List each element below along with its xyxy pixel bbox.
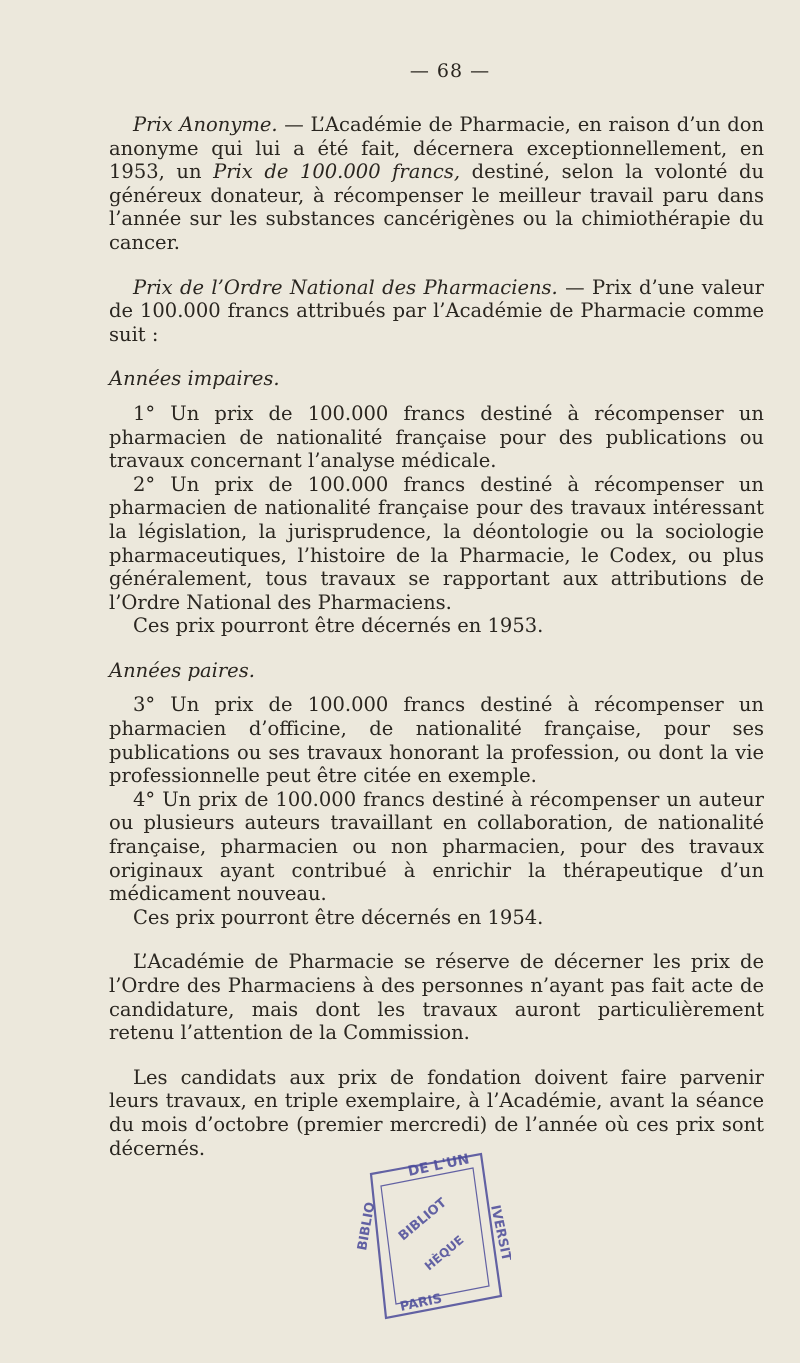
prize-item-2: 2° Un prix de 100.000 francs destiné à récompenser un pharmacien de nationalité française pour des travaux intéressant la législation, la jurisprudence, la déontologie ou la sociologie pharmaceutiques, l’histoire de la Pharmacie, le Codex, ou plus généralement, tous travaux se rapportant aux attributions de l’Ordre National des Pharmaciens. [109,472,764,614]
impaires-note: Ces prix pourront être décernés en 1953. [133,614,544,638]
svg-text:DE L'UN: DE L'UN [406,1151,471,1180]
svg-text:HÈQUE: HÈQUE [421,1232,467,1274]
candidats-paragraph: Les candidats aux prix de fondation doivent faire parvenir leurs travaux, en triple exemplaire, à l’Académie, avant la séance du mois d’octobre (premier mercredi) de l’année où ces prix sont décernés. [109,1065,764,1160]
heading-annees-paires: Années paires. [109,658,255,682]
heading-annees-impaires: Années impaires. [109,367,280,391]
library-stamp-icon [341,1146,511,1326]
svg-text:BIBLIO: BIBLIO [355,1201,379,1252]
reserve-paragraph: L’Académie de Pharmacie se réserve de décerner les prix de l’Ordre des Pharmaciens à des personnes n’ayant pas fait acte de candidature, mais dont les travaux auront particulièrement retenu l’attention de la Commission. [109,950,764,1045]
paires-note: Ces prix pourront être décernés en 1954. [133,905,544,929]
svg-text:PARIS: PARIS [398,1291,444,1315]
prix-ordre-title: Prix de l’Ordre National des Pharmaciens. [133,275,558,299]
prix-anonyme-title: Prix Anonyme. [133,113,278,136]
svg-text:BIBLIOT: BIBLIOT [395,1195,450,1245]
prix-anonyme-paragraph: Prix Anonyme. — L’Académie de Pharmacie, en raison d’un don anonyme qui lui a été fait, décernera exceptionnellement, en 1953, un Prix de 100.000 francs, destiné, selon la volonté du généreux donateur, à récompenser le meilleur travail paru dans l’année sur les substances cancérigènes ou la chimiothérapie du cancer. [109,113,765,254]
body-text [109,113,764,1160]
prize-item-1: 1° Un prix de 100.000 francs destiné à récompenser un pharmacien de nationalité française pour des publications ou travaux concernant l’analyse médicale. [109,401,764,473]
prize-name: Prix de 100.000 francs, [213,160,461,184]
prize-item-4: 4° Un prix de 100.000 francs destiné à récompenser un auteur ou plusieurs auteurs travaillant en collaboration, de nationalité française, pharmacien ou non pharmacien, pour des travaux originaux ayant contribué à enrichir la thérapeutique d’un médicament nouveau. [109,787,764,906]
svg-text:IVERSIT: IVERSIT [487,1203,511,1263]
page-number: — 68 — [409,60,491,82]
library-stamp [341,1146,511,1326]
prix-ordre-paragraph: Prix de l’Ordre National des Pharmaciens. — Prix d’une valeur de 100.000 francs attribués par l’Académie de Pharmacie comme suit : [109,275,765,346]
prize-item-3: 3° Un prix de 100.000 francs destiné à récompenser un pharmacien d’officine, de nationalité française, pour ses publications ou ses travaux honorant la profession, ou dont la vie professionnelle peut être citée en exemple. [109,693,764,788]
